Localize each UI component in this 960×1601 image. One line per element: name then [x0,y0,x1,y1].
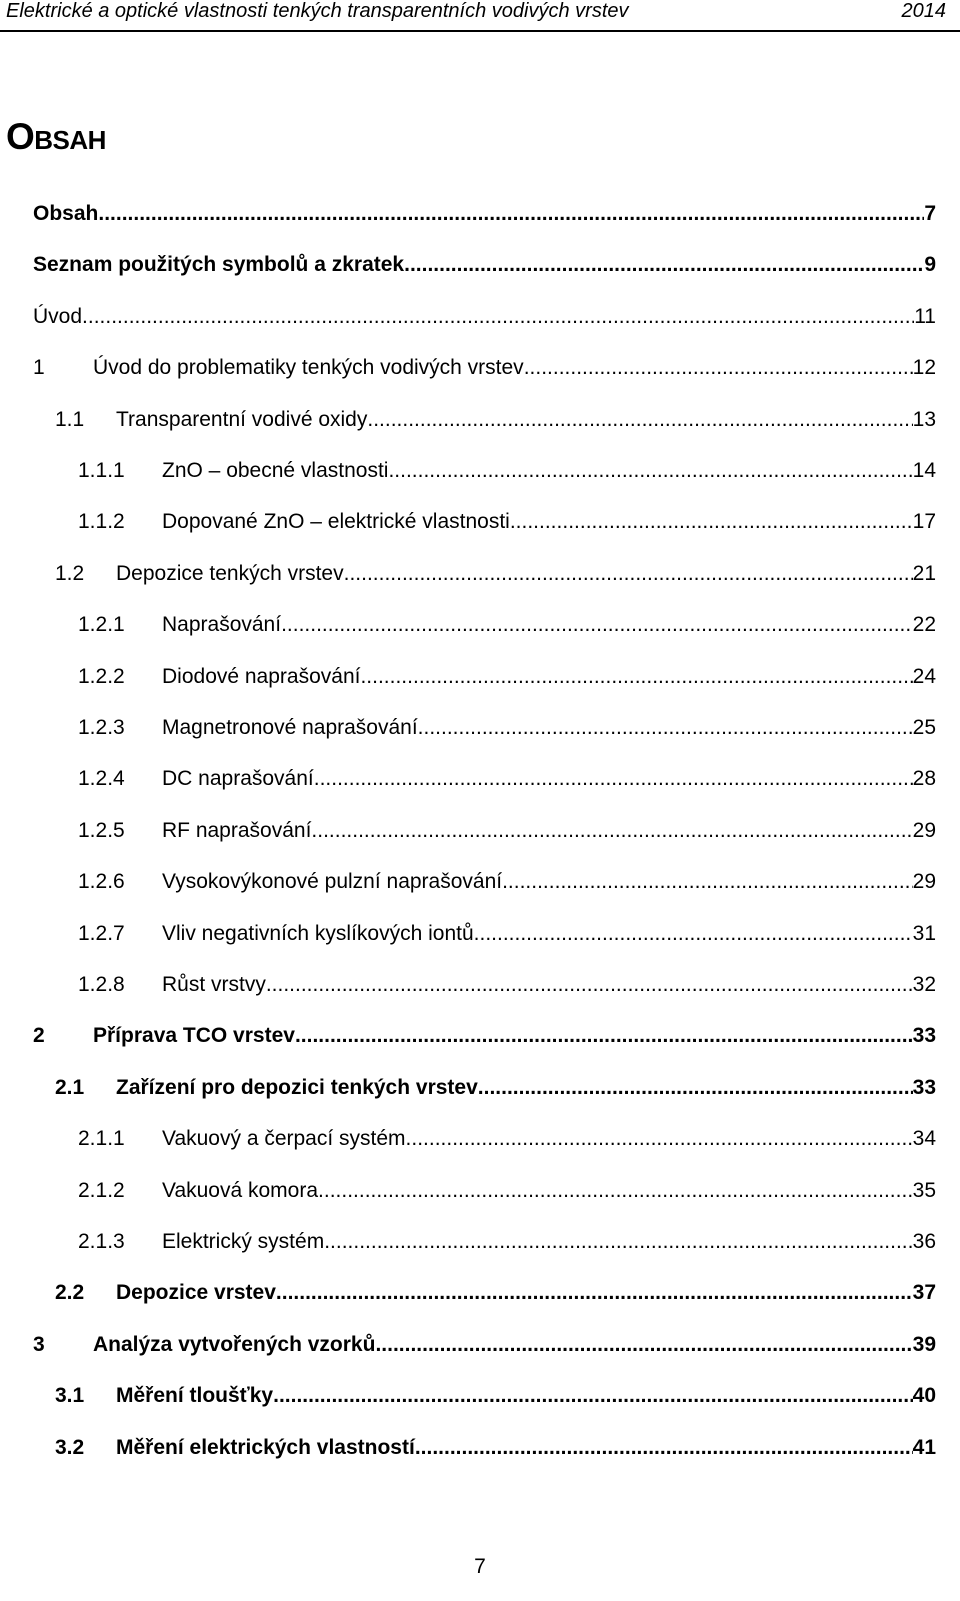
toc-entry-number: 2.1 [55,1076,85,1099]
toc-entry-page: 7 [924,202,936,225]
toc-entry-page: 11 [914,305,936,328]
toc-entry[interactable] [0,559,960,589]
toc-entry[interactable] [0,456,960,486]
page-title: Obsah [6,116,106,157]
toc-entry[interactable] [0,1073,960,1103]
toc-entry[interactable] [0,867,960,897]
toc-entry-page: 14 [912,459,936,482]
toc-entry[interactable] [0,970,960,1000]
toc-entry-number: 1.1.2 [78,510,125,533]
toc-dot-leader [375,1330,912,1360]
toc-entry-number: 2.1.2 [78,1179,125,1202]
toc-entry-number: 1.2.4 [78,767,125,790]
header-title: Elektrické a optické vlastnosti tenkých transparentních vodivých vrstev [6,0,629,22]
page-number: 7 [474,1555,486,1578]
toc-dot-leader [281,610,913,640]
toc-entry-number: 1.2.5 [78,819,125,842]
toc-dot-leader [502,867,913,897]
toc-dot-leader [388,456,912,486]
toc-entry-number: 3 [33,1333,45,1356]
toc-entry-title: Dopované ZnO – elektrické vlastnosti [162,510,510,533]
toc-entry[interactable] [0,816,960,846]
toc-entry-number: 1.2 [55,562,85,585]
toc-entry[interactable] [0,250,960,280]
toc-entry[interactable] [0,302,960,332]
toc-dot-leader [311,816,912,846]
toc-entry-page: 17 [912,510,936,533]
toc-entry-number: 2.1.1 [78,1127,125,1150]
toc-entry-page: 29 [912,819,936,842]
toc-entry-page: 25 [912,716,936,739]
toc-entry-title: DC naprašování [162,767,314,790]
toc-entry-page: 9 [924,253,936,276]
toc-entry-title: Měření tloušťky [116,1384,274,1407]
toc-entry-page: 21 [912,562,936,585]
toc-entry-number: 2.1.3 [78,1230,125,1253]
toc-entry-title: Úvod do problematiky tenkých vodivých vrstev [93,356,524,379]
toc-entry[interactable] [0,405,960,435]
toc-entry-page: 36 [912,1230,936,1253]
toc-entry-title: Vakuový a čerpací systém [162,1127,406,1150]
toc-entry-title: Diodové naprašování [162,665,361,688]
toc-entry-title: Elektrický systém [162,1230,325,1253]
toc-entry-number: 1.2.2 [78,665,125,688]
toc-entry[interactable] [0,919,960,949]
toc-entry-page: 32 [912,973,936,996]
toc-dot-leader [295,1021,913,1051]
toc-dot-leader [344,559,913,589]
toc-entry-number: 1.2.1 [78,613,125,636]
toc-dot-leader [474,919,913,949]
toc-entry-title: Transparentní vodivé oxidy [116,408,368,431]
running-header [0,0,960,30]
toc-entry-number: 3.2 [55,1436,85,1459]
header-year: 2014 [901,0,946,22]
toc-entry-page: 24 [912,665,936,688]
toc-dot-leader [318,1176,913,1206]
toc-entry-page: 40 [912,1384,936,1407]
toc-dot-leader [276,1278,913,1308]
toc-entry-number: 1.2.6 [78,870,125,893]
toc-entry[interactable] [0,199,960,229]
toc-entry-title: Vakuová komora [162,1179,319,1202]
toc-entry-page: 41 [912,1436,936,1459]
toc-dot-leader [415,1433,913,1463]
toc-dot-leader [360,662,912,692]
toc-entry[interactable] [0,713,960,743]
toc-entry[interactable] [0,764,960,794]
toc-entry-title: Měření elektrických vlastností [116,1436,415,1459]
toc-entry-page: 13 [912,408,936,431]
toc-entry[interactable] [0,1227,960,1257]
toc-entry-page: 28 [912,767,936,790]
toc-entry-page: 22 [912,613,936,636]
toc-entry-title: Vysokovýkonové pulzní naprašování [162,870,503,893]
toc-entry[interactable] [0,1330,960,1360]
toc-entry[interactable] [0,662,960,692]
toc-entry-number: 1.1 [55,408,85,431]
toc-entry[interactable] [0,1124,960,1154]
toc-entry-page: 29 [912,870,936,893]
toc-entry[interactable] [0,353,960,383]
toc-dot-leader [98,199,924,229]
toc-entry-number: 1.2.8 [78,973,125,996]
toc-dot-leader [510,507,913,537]
toc-entry[interactable] [0,1021,960,1051]
toc-entry[interactable] [0,1176,960,1206]
toc-entry-title: ZnO – obecné vlastnosti [162,459,389,482]
toc-entry-page: 31 [912,922,936,945]
toc-dot-leader [478,1073,913,1103]
toc-entry[interactable] [0,1278,960,1308]
toc-entry-title: Seznam použitých symbolů a zkratek [33,253,405,276]
toc-entry-title: Zařízení pro depozici tenkých vrstev [116,1076,478,1099]
toc-dot-leader [367,405,912,435]
toc-entry-number: 1 [33,356,45,379]
toc-entry[interactable] [0,507,960,537]
toc-entry-title: Obsah [33,202,99,225]
toc-entry-title: Úvod [33,305,83,328]
toc-entry-title: Naprašování [162,613,282,636]
toc-dot-leader [406,1124,913,1154]
toc-entry-page: 34 [912,1127,936,1150]
toc-dot-leader [418,713,913,743]
toc-entry-page: 33 [912,1076,936,1099]
toc-entry-title: Depozice tenkých vrstev [116,562,344,585]
toc-entry-page: 39 [912,1333,936,1356]
toc-entry-title: Růst vrstvy [162,973,266,996]
toc-dot-leader [273,1381,913,1411]
toc-dot-leader [314,764,913,794]
toc-entry[interactable] [0,1433,960,1463]
toc-entry-number: 2 [33,1024,45,1047]
toc-entry-number: 2.2 [55,1281,85,1304]
toc-entry[interactable] [0,610,960,640]
toc-entry[interactable] [0,1381,960,1411]
toc-entry-title: Příprava TCO vrstev [93,1024,295,1047]
toc-entry-title: Magnetronové naprašování [162,716,418,739]
toc-entry-page: 33 [912,1024,936,1047]
toc-entry-number: 1.2.7 [78,922,125,945]
toc-entry-number: 3.1 [55,1384,85,1407]
toc-dot-leader [524,353,913,383]
toc-entry-page: 35 [912,1179,936,1202]
toc-dot-leader [266,970,913,1000]
toc-entry-page: 12 [912,356,936,379]
toc-entry-title: Vliv negativních kyslíkových iontů [162,922,474,945]
toc-dot-leader [324,1227,912,1257]
header-divider [0,30,960,32]
toc-entry-number: 1.2.3 [78,716,125,739]
toc-entry-title: Depozice vrstev [116,1281,276,1304]
toc-dot-leader [404,250,924,280]
toc-entry-number: 1.1.1 [78,459,125,482]
toc-entry-title: Analýza vytvořených vzorků [93,1333,376,1356]
toc-entry-page: 37 [912,1281,936,1304]
toc-dot-leader [82,302,914,332]
toc-entry-title: RF naprašování [162,819,312,842]
